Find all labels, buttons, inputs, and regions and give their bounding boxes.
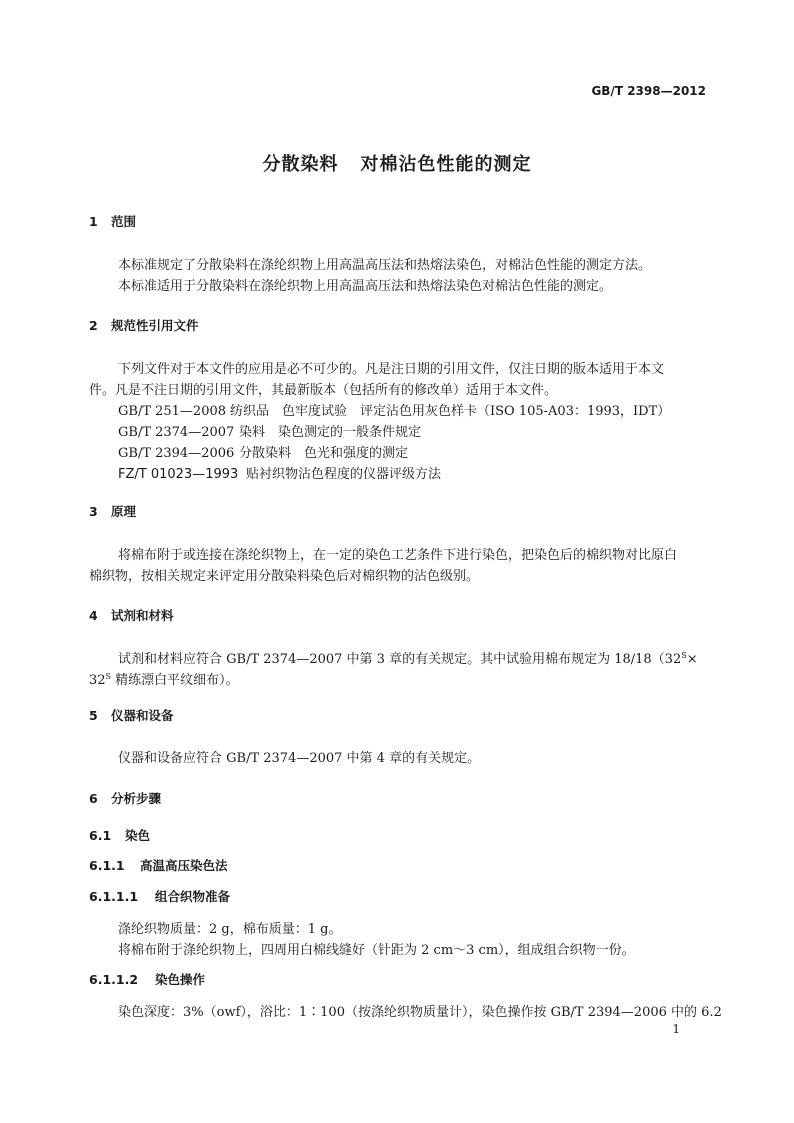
reference-title: 纺织品 色牢度试验 评定沾色用灰色样卡（ISO 105-A03：1993，IDT） [230, 404, 671, 419]
s2-intro-line-1: 下列文件对于本文件的应用是必不可少的。凡是注日期的引用文件，仅注日期的版本适用于本文 [118, 362, 665, 377]
section-number: 3 [89, 504, 98, 519]
s3-line-1: 将棉布附于或连接在涤纶织物上，在一定的染色工艺条件下进行染色，把染色后的棉织物对比原白 [118, 548, 678, 563]
section-title: 试剂和材料 [111, 608, 174, 623]
subsection-6-1-1-2-heading [89, 970, 205, 988]
s1-paragraph-2: 本标准适用于分散染料在涤纶织物上用高温高压法和热熔法染色对棉沾色性能的测定。 [118, 279, 613, 294]
reference-item [118, 421, 421, 440]
s4-line-2 [89, 669, 239, 688]
subsection-title: 染色 [125, 828, 151, 843]
s4-line-1 [118, 648, 698, 667]
section-number: 5 [89, 708, 98, 723]
section-number: 6 [89, 791, 98, 806]
s6111-paragraph-1: 涤纶织物质量：2 g，棉布质量：1 g。 [118, 922, 342, 937]
section-2-heading [89, 316, 199, 334]
section-6-heading [89, 789, 161, 807]
s6111-paragraph-2: 将棉布附于涤纶织物上，四周用白棉线缝好（针距为 2 cm～3 cm），组成组合织物一份。 [118, 943, 635, 958]
reference-title: 染料 染色测定的一般条件规定 [239, 425, 422, 440]
reference-code: GB/T 2374—2007 [118, 425, 235, 440]
s6112-paragraph-1: 染色深度：3%（owf），浴比：1∶100（按涤纶织物质量计），染色操作按 GB/T 2394—2006 中的 6.2 [118, 1005, 722, 1020]
subsection-title: 高温高压染色法 [140, 858, 228, 873]
s5-paragraph-1: 仪器和设备应符合 GB/T 2374—2007 中第 4 章的有关规定。 [118, 751, 481, 766]
subsection-number: 6.1.1 [89, 858, 125, 873]
section-3-heading [89, 502, 136, 520]
reference-code: GB/T 2394—2006 [118, 446, 235, 461]
section-title: 规范性引用文件 [111, 318, 199, 333]
section-number: 1 [89, 214, 98, 229]
s3-line-2: 棉织物，按相关规定来评定用分散染料染色后对棉织物的沾色级别。 [89, 569, 480, 584]
subsection-number: 6.1.1.1 [89, 889, 139, 904]
s4-line-1-text: 试剂和材料应符合 GB/T 2374—2007 中第 3 章的有关规定。其中试验用棉布规定为 18/18（32 [118, 652, 682, 667]
superscript-s: S [105, 672, 112, 681]
section-title: 原理 [111, 504, 137, 519]
page-number: 1 [672, 1022, 680, 1036]
section-title: 范围 [111, 214, 137, 229]
subsection-title: 染色操作 [155, 972, 206, 987]
superscript-s: S [681, 651, 687, 660]
reference-title: 贴衬织物沾色程度的仪器评级方法 [246, 467, 442, 482]
subsection-6-1-1-1-heading [89, 887, 230, 905]
document-title [0, 150, 794, 176]
reference-code: GB/T 251—2008 [118, 404, 227, 419]
s4-line-2-text: 精练漂白平纹细布）。 [111, 673, 239, 688]
reference-item [118, 400, 670, 419]
section-4-heading [89, 606, 174, 624]
reference-item [118, 442, 408, 461]
s1-paragraph-1: 本标准规定了分散染料在涤纶织物上用高温高压法和热熔法染色，对棉沾色性能的测定方法。 [118, 258, 652, 273]
subsection-6-1-1-heading [89, 856, 228, 874]
section-title: 仪器和设备 [111, 708, 174, 723]
section-title: 分析步骤 [111, 791, 162, 806]
times-sign: × [686, 652, 698, 667]
subsection-title: 组合织物准备 [155, 889, 231, 904]
standard-code: GB/T 2398—2012 [591, 84, 706, 98]
reference-item [118, 463, 441, 482]
reference-title: 分散染料 色光和强度的测定 [239, 446, 409, 461]
reference-code: FZ/T 01023—1993 [118, 467, 239, 482]
subsection-number: 6.1 [89, 828, 112, 843]
subsection-number: 6.1.1.2 [89, 972, 139, 987]
section-1-heading [89, 212, 136, 230]
s2-intro-line-2: 件。凡是不注日期的引用文件，其最新版本（包括所有的修改单）适用于本文件。 [89, 383, 558, 398]
section-number: 2 [89, 318, 98, 333]
title-part2: 对棉沾色性能的测定 [360, 154, 532, 175]
s4-line-2-count: 32 [89, 673, 106, 688]
subsection-6-1-heading [89, 826, 150, 844]
section-number: 4 [89, 608, 98, 623]
title-part1: 分散染料 [262, 154, 339, 175]
section-5-heading [89, 706, 174, 724]
